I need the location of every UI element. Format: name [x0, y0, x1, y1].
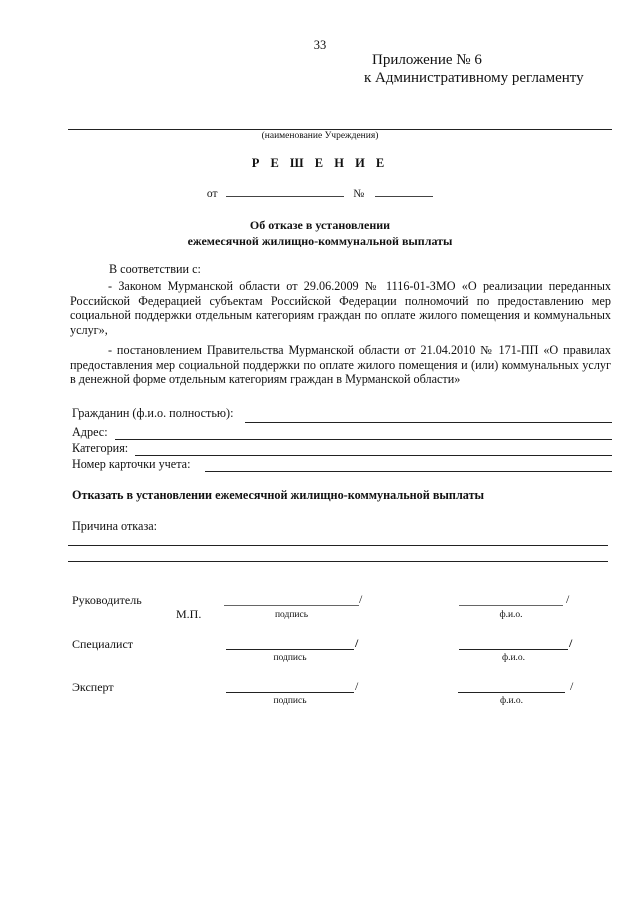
head-signature-caption: подпись [274, 610, 309, 620]
reason-line-1 [68, 545, 608, 546]
specialist-name-line [459, 649, 568, 650]
number-label: № [353, 188, 365, 200]
card-number-field-line [205, 471, 612, 472]
head-slash-2: / [566, 592, 570, 606]
subject-line-1: Об отказе в установлении [249, 218, 391, 232]
legal-basis-resolution: - постановлением Правительства Мурманской области от 21.04.2010 № 171-ПП «О правилах предоставления мер социальной поддержки по оплате жилого помещения и (или) коммунальных услуг в денежной форме отдельным категориям граждан в Мурманской области» [70, 343, 611, 387]
expert-slash-1: / [355, 679, 359, 693]
date-from-label: от [206, 188, 218, 200]
head-name-caption: ф.и.о. [499, 610, 523, 620]
address-field-line [115, 439, 612, 440]
head-name-line [459, 605, 563, 606]
document-subject [0, 217, 640, 249]
page-number: 33 [313, 38, 327, 52]
head-label: Руководитель [72, 593, 142, 607]
institution-caption: (наименование Учреждения) [261, 131, 379, 141]
appendix-reference: к Административному регламенту [364, 70, 584, 86]
address-label: Адрес: [72, 425, 108, 439]
expert-label: Эксперт [72, 680, 114, 694]
document-title: Р Е Ш Е Н И Е [251, 156, 389, 170]
number-blank [375, 186, 433, 197]
institution-line [68, 129, 612, 130]
expert-signature-caption: подпись [273, 696, 307, 706]
appendix-number: Приложение № 6 [372, 52, 482, 68]
reason-label: Причина отказа: [72, 519, 158, 533]
reason-line-2 [68, 561, 608, 562]
date-number-line [0, 186, 640, 200]
category-field-line [135, 455, 612, 456]
specialist-slash-1: / [355, 636, 359, 650]
expert-signature-line [226, 692, 354, 693]
specialist-slash-2: / [569, 636, 573, 650]
date-blank [226, 186, 344, 197]
head-signature-line [224, 605, 359, 606]
legal-basis-law: - Законом Мурманской области от 29.06.2009 № 1116-01-ЗМО «О реализации переданных Российской Федерацией субъектам Российской Федерации полномочий по предоставлению мер социальной поддержки отдельным категориям граждан по оплате жилого помещения и коммунальных услуг», [70, 279, 611, 337]
card-number-label: Номер карточки учета: [72, 457, 191, 471]
specialist-signature-caption: подпись [273, 653, 307, 663]
head-slash-1: / [359, 592, 363, 606]
specialist-label: Специалист [72, 637, 134, 651]
specialist-name-caption: ф.и.о. [501, 653, 526, 663]
expert-name-caption: ф.и.о. [499, 696, 524, 706]
category-label: Категория: [72, 441, 129, 455]
specialist-signature-line [226, 649, 354, 650]
citizen-field-line [245, 422, 612, 423]
stamp-label: М.П. [176, 607, 202, 621]
citizen-label: Гражданин (ф.и.о. полностью): [72, 406, 234, 420]
expert-name-line [458, 692, 565, 693]
intro-text: В соответствии с: [109, 262, 201, 276]
expert-slash-2: / [570, 679, 574, 693]
subject-line-2: ежемесячной жилищно-коммунальной выплаты [187, 234, 453, 248]
decision-text: Отказать в установлении ежемесячной жилищно-коммунальной выплаты [72, 488, 485, 502]
